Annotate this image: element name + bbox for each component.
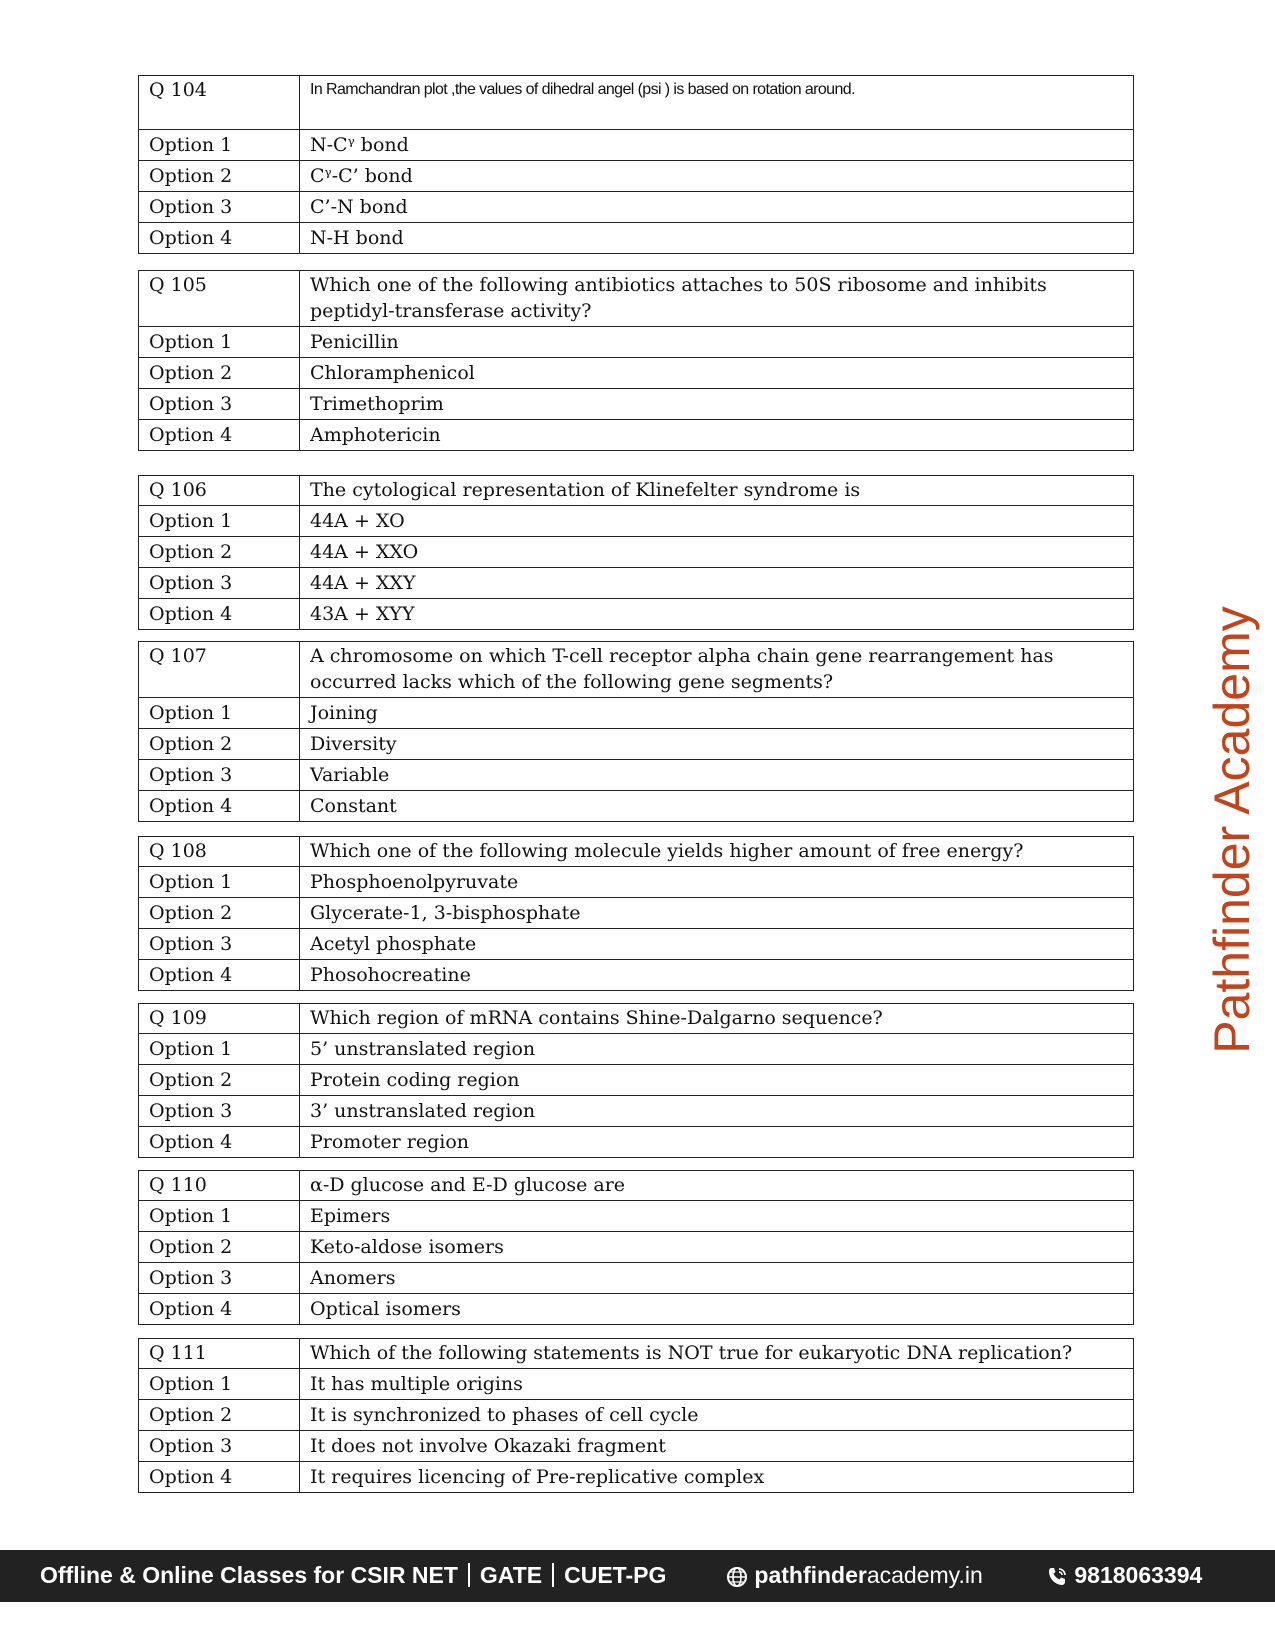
- question-row: [139, 271, 1134, 327]
- option-text: Joining: [300, 698, 1134, 729]
- option-label: Option 1: [139, 698, 300, 729]
- option-label: Option 2: [139, 729, 300, 760]
- option-text: Acetyl phosphate: [300, 929, 1134, 960]
- option-row: [139, 867, 1134, 898]
- question-text: Which one of the following antibiotics attaches to 50S ribosome and inhibits peptidyl-transferase activity?: [300, 271, 1134, 327]
- question-number: Q 104: [139, 76, 300, 130]
- option-label: Option 3: [139, 1431, 300, 1462]
- option-label: Option 4: [139, 223, 300, 254]
- option-text: Phosohocreatine: [300, 960, 1134, 991]
- option-label: Option 1: [139, 327, 300, 358]
- question-number: Q 110: [139, 1171, 300, 1201]
- option-text: Epimers: [300, 1201, 1134, 1232]
- globe-icon: [726, 1562, 754, 1588]
- option-row: [139, 1462, 1134, 1493]
- option-label: Option 1: [139, 1369, 300, 1400]
- option-label: Option 2: [139, 358, 300, 389]
- option-text: 44A + XXY: [300, 568, 1134, 599]
- option-label: Option 4: [139, 1294, 300, 1325]
- question-row: [139, 1171, 1134, 1201]
- footer-cuet: CUET-PG: [564, 1562, 667, 1588]
- option-row: [139, 791, 1134, 822]
- question-text: Which one of the following molecule yields higher amount of free energy?: [300, 837, 1134, 867]
- footer-separator: [468, 1563, 470, 1587]
- footer-separator: [552, 1563, 554, 1587]
- option-text: 3’ unstranslated region: [300, 1096, 1134, 1127]
- option-row: [139, 1369, 1134, 1400]
- option-label: Option 1: [139, 867, 300, 898]
- option-text: Glycerate-1, 3-bisphosphate: [300, 898, 1134, 929]
- option-row: [139, 192, 1134, 223]
- option-row: [139, 389, 1134, 420]
- watermark: Pathfinder Academy: [1204, 606, 1260, 1054]
- footer-phone-number: 9818063394: [1074, 1562, 1203, 1588]
- question-number: Q 107: [139, 642, 300, 698]
- option-row: [139, 960, 1134, 991]
- option-text: Variable: [300, 760, 1134, 791]
- option-text: Penicillin: [300, 327, 1134, 358]
- option-text: It is synchronized to phases of cell cycle: [300, 1400, 1134, 1431]
- option-label: Option 3: [139, 192, 300, 223]
- question-text: A chromosome on which T-cell receptor alpha chain gene rearrangement has occurred lacks which of the following gene segments?: [300, 642, 1134, 698]
- question-block-107: [138, 641, 1134, 822]
- option-row: [139, 568, 1134, 599]
- option-text: Anomers: [300, 1263, 1134, 1294]
- option-label: Option 2: [139, 898, 300, 929]
- footer-phone[interactable]: [1046, 1562, 1202, 1589]
- question-text: In Ramchandran plot ,the values of dihedral angel (psi ) is based on rotation around.: [300, 76, 1134, 130]
- footer-classes: [40, 1562, 666, 1589]
- option-text: Constant: [300, 791, 1134, 822]
- option-row: [139, 1263, 1134, 1294]
- option-text: Cᵞ-C’ bond: [300, 161, 1134, 192]
- option-text: Keto-aldose isomers: [300, 1232, 1134, 1263]
- option-label: Option 2: [139, 1232, 300, 1263]
- question-block-111: [138, 1338, 1134, 1493]
- option-row: [139, 161, 1134, 192]
- question-row: [139, 76, 1134, 130]
- option-row: [139, 898, 1134, 929]
- option-row: [139, 1431, 1134, 1462]
- option-label: Option 2: [139, 1400, 300, 1431]
- option-row: [139, 1294, 1134, 1325]
- option-text: Phosphoenolpyruvate: [300, 867, 1134, 898]
- footer-site-bold: pathfinder: [754, 1562, 867, 1588]
- option-row: [139, 1400, 1134, 1431]
- option-text: Chloramphenicol: [300, 358, 1134, 389]
- question-number: Q 111: [139, 1339, 300, 1369]
- option-row: [139, 1096, 1134, 1127]
- option-text: Optical isomers: [300, 1294, 1134, 1325]
- option-text: Protein coding region: [300, 1065, 1134, 1096]
- footer-classes-text: Offline & Online Classes for CSIR NET: [40, 1562, 458, 1588]
- option-label: Option 4: [139, 1462, 300, 1493]
- option-label: Option 3: [139, 1263, 300, 1294]
- option-row: [139, 130, 1134, 161]
- footer-bar: [0, 1550, 1275, 1602]
- option-row: [139, 420, 1134, 451]
- option-label: Option 3: [139, 568, 300, 599]
- option-text: 44A + XXO: [300, 537, 1134, 568]
- question-number: Q 106: [139, 476, 300, 506]
- option-text: C’-N bond: [300, 192, 1134, 223]
- option-row: [139, 760, 1134, 791]
- option-label: Option 4: [139, 791, 300, 822]
- option-text: 44A + XO: [300, 506, 1134, 537]
- option-label: Option 3: [139, 389, 300, 420]
- option-row: [139, 1065, 1134, 1096]
- option-text: N-H bond: [300, 223, 1134, 254]
- option-label: Option 2: [139, 537, 300, 568]
- option-label: Option 4: [139, 1127, 300, 1158]
- option-label: Option 1: [139, 1201, 300, 1232]
- option-row: [139, 929, 1134, 960]
- option-row: [139, 358, 1134, 389]
- question-row: [139, 476, 1134, 506]
- question-row: [139, 1004, 1134, 1034]
- option-text: Trimethoprim: [300, 389, 1134, 420]
- question-text: Which of the following statements is NOT true for eukaryotic DNA replication?: [300, 1339, 1134, 1369]
- footer-site-rest: academy.in: [866, 1562, 983, 1588]
- question-text: Which region of mRNA contains Shine-Dalgarno sequence?: [300, 1004, 1134, 1034]
- question-number: Q 108: [139, 837, 300, 867]
- option-row: [139, 599, 1134, 630]
- option-text: Promoter region: [300, 1127, 1134, 1158]
- option-label: Option 2: [139, 161, 300, 192]
- question-row: [139, 642, 1134, 698]
- option-row: [139, 1201, 1134, 1232]
- option-label: Option 1: [139, 1034, 300, 1065]
- option-label: Option 1: [139, 130, 300, 161]
- option-row: [139, 1232, 1134, 1263]
- question-number: Q 105: [139, 271, 300, 327]
- option-row: [139, 729, 1134, 760]
- option-label: Option 3: [139, 929, 300, 960]
- option-row: [139, 1034, 1134, 1065]
- question-text: α-D glucose and E-D glucose are: [300, 1171, 1134, 1201]
- footer-website-link[interactable]: [726, 1562, 983, 1589]
- question-number: Q 109: [139, 1004, 300, 1034]
- option-label: Option 4: [139, 420, 300, 451]
- question-block-106: [138, 475, 1134, 630]
- option-text: Diversity: [300, 729, 1134, 760]
- footer-gate: GATE: [479, 1562, 543, 1588]
- option-row: [139, 223, 1134, 254]
- option-label: Option 2: [139, 1065, 300, 1096]
- question-text: The cytological representation of Klinefelter syndrome is: [300, 476, 1134, 506]
- option-row: [139, 506, 1134, 537]
- option-text: It requires licencing of Pre-replicative complex: [300, 1462, 1134, 1493]
- option-label: Option 4: [139, 599, 300, 630]
- option-text: 5’ unstranslated region: [300, 1034, 1134, 1065]
- option-text: Amphotericin: [300, 420, 1134, 451]
- option-text: It does not involve Okazaki fragment: [300, 1431, 1134, 1462]
- option-text: N-Cᵞ bond: [300, 130, 1134, 161]
- option-row: [139, 537, 1134, 568]
- question-block-110: [138, 1170, 1134, 1325]
- option-row: [139, 698, 1134, 729]
- option-label: Option 1: [139, 506, 300, 537]
- option-label: Option 3: [139, 1096, 300, 1127]
- question-block-104: [138, 75, 1134, 254]
- option-label: Option 4: [139, 960, 300, 991]
- option-row: [139, 1127, 1134, 1158]
- question-block-108: [138, 836, 1134, 991]
- option-text: It has multiple origins: [300, 1369, 1134, 1400]
- question-row: [139, 837, 1134, 867]
- option-text: 43A + XYY: [300, 599, 1134, 630]
- option-row: [139, 327, 1134, 358]
- question-block-109: [138, 1003, 1134, 1158]
- question-row: [139, 1339, 1134, 1369]
- question-block-105: [138, 270, 1134, 451]
- phone-icon: [1046, 1562, 1074, 1588]
- option-label: Option 3: [139, 760, 300, 791]
